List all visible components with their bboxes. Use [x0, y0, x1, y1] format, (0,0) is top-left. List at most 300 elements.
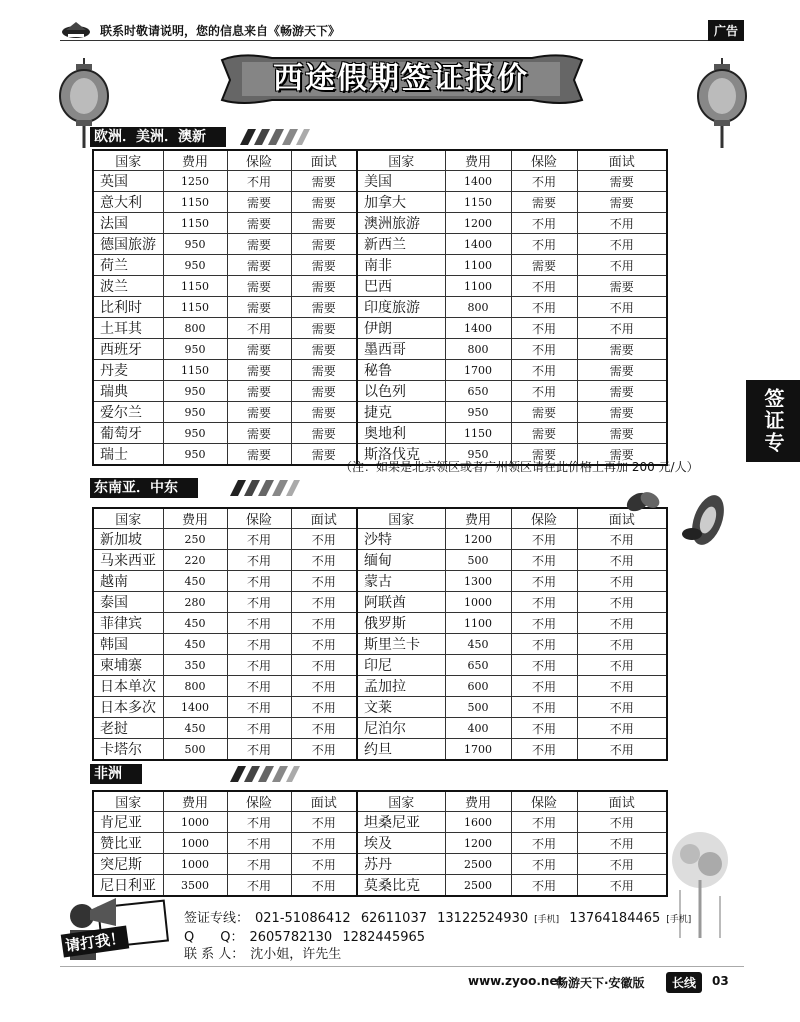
- country-cell: 加拿大: [357, 192, 445, 213]
- table-row: [93, 592, 667, 613]
- insurance-cell: 不用: [511, 297, 577, 318]
- fee-cell: 400: [445, 718, 511, 739]
- qq-row: [184, 929, 697, 946]
- interview-cell: 不用: [291, 571, 357, 592]
- interview-cell: 不用: [577, 318, 667, 339]
- column-header: 国家: [357, 791, 445, 812]
- insurance-cell: 不用: [227, 833, 291, 854]
- country-cell: 以色列: [357, 381, 445, 402]
- logo-icon: [60, 20, 92, 40]
- fee-cell: 1100: [445, 255, 511, 276]
- table-row: [93, 381, 667, 402]
- page-title: 西途假期签证报价: [273, 61, 529, 96]
- column-header: 保险: [511, 791, 577, 812]
- side-tab: 签证专线: [746, 380, 800, 462]
- country-cell: 沙特: [357, 529, 445, 550]
- insurance-cell: 不用: [511, 213, 577, 234]
- column-header: 国家: [357, 150, 445, 171]
- country-cell: 巴西: [357, 276, 445, 297]
- interview-cell: 需要: [291, 234, 357, 255]
- interview-cell: 不用: [577, 697, 667, 718]
- fee-cell: 450: [163, 613, 227, 634]
- insurance-cell: 不用: [511, 234, 577, 255]
- section-title: 非洲: [90, 764, 142, 784]
- fee-cell: 1150: [163, 192, 227, 213]
- insurance-cell: 需要: [227, 297, 291, 318]
- insurance-cell: 不用: [511, 360, 577, 381]
- country-cell: 肯尼亚: [93, 812, 163, 833]
- insurance-cell: 不用: [227, 739, 291, 761]
- column-header: 国家: [357, 508, 445, 529]
- interview-cell: 需要: [291, 297, 357, 318]
- country-cell: 日本多次: [93, 697, 163, 718]
- interview-cell: 不用: [577, 213, 667, 234]
- fee-cell: 250: [163, 529, 227, 550]
- interview-cell: 不用: [577, 529, 667, 550]
- insurance-cell: 需要: [227, 339, 291, 360]
- table-header-row: [93, 150, 667, 171]
- stripes-icon: [230, 766, 300, 782]
- fee-cell: 950: [445, 444, 511, 466]
- interview-cell: 不用: [577, 854, 667, 875]
- insurance-cell: 不用: [511, 676, 577, 697]
- table-row: [93, 739, 667, 761]
- fee-cell: 1400: [163, 697, 227, 718]
- insurance-cell: 不用: [511, 171, 577, 192]
- column-header: 面试: [291, 150, 357, 171]
- insurance-cell: 需要: [227, 234, 291, 255]
- visa-table-asia: [92, 507, 668, 761]
- interview-cell: 需要: [577, 360, 667, 381]
- country-cell: 捷克: [357, 402, 445, 423]
- interview-cell: 不用: [291, 592, 357, 613]
- table-row: [93, 297, 667, 318]
- interview-cell: 不用: [291, 854, 357, 875]
- column-header: 费用: [163, 508, 227, 529]
- fee-cell: 1150: [445, 423, 511, 444]
- fee-cell: 1250: [163, 171, 227, 192]
- country-cell: 德国旅游: [93, 234, 163, 255]
- table-row: [93, 339, 667, 360]
- interview-cell: 需要: [577, 444, 667, 466]
- fee-cell: 1000: [163, 854, 227, 875]
- column-header: 国家: [93, 508, 163, 529]
- footer-divider: [60, 966, 744, 967]
- insurance-cell: 需要: [227, 423, 291, 444]
- country-cell: 赞比亚: [93, 833, 163, 854]
- country-cell: 埃及: [357, 833, 445, 854]
- country-cell: 日本单次: [93, 676, 163, 697]
- country-cell: 葡萄牙: [93, 423, 163, 444]
- interview-cell: 不用: [291, 676, 357, 697]
- qq-number: 1282445965: [342, 930, 426, 945]
- table-row: [93, 812, 667, 833]
- qq-number: 2605782130: [249, 930, 333, 945]
- country-cell: 比利时: [93, 297, 163, 318]
- interview-cell: 不用: [291, 634, 357, 655]
- country-cell: 坦桑尼亚: [357, 812, 445, 833]
- country-cell: 尼泊尔: [357, 718, 445, 739]
- fee-cell: 950: [163, 402, 227, 423]
- country-cell: 意大利: [93, 192, 163, 213]
- table-row: [93, 255, 667, 276]
- country-cell: 苏丹: [357, 854, 445, 875]
- country-cell: 越南: [93, 571, 163, 592]
- interview-cell: 需要: [577, 171, 667, 192]
- country-cell: 约旦: [357, 739, 445, 761]
- footer-url[interactable]: www.zyoo.net: [468, 974, 564, 988]
- fee-cell: 1400: [445, 318, 511, 339]
- column-header: 面试: [577, 508, 667, 529]
- column-header: 费用: [445, 791, 511, 812]
- column-header: 保险: [511, 150, 577, 171]
- insurance-cell: 需要: [227, 255, 291, 276]
- insurance-cell: 需要: [227, 444, 291, 466]
- table-row: [93, 613, 667, 634]
- fee-cell: 800: [445, 339, 511, 360]
- insurance-cell: 不用: [227, 812, 291, 833]
- table-row: [93, 171, 667, 192]
- country-cell: 新加坡: [93, 529, 163, 550]
- insurance-cell: 需要: [227, 402, 291, 423]
- section-title: 欧洲．美洲．澳新: [90, 127, 226, 147]
- insurance-cell: 不用: [227, 718, 291, 739]
- visa-phone-label: 签证专线：: [184, 911, 250, 926]
- interview-cell: 不用: [577, 255, 667, 276]
- interview-cell: 需要: [291, 192, 357, 213]
- column-header: 费用: [445, 150, 511, 171]
- country-cell: 爱尔兰: [93, 402, 163, 423]
- price-note: （注：如果是北京领区或者广州领区请在此价格上再加 200 元/人）: [340, 460, 699, 474]
- insurance-cell: 不用: [227, 171, 291, 192]
- fee-cell: 950: [163, 339, 227, 360]
- interview-cell: 需要: [577, 402, 667, 423]
- interview-cell: 不用: [291, 812, 357, 833]
- table-row: [93, 571, 667, 592]
- interview-cell: 不用: [577, 739, 667, 761]
- table-row: [93, 276, 667, 297]
- table-row: [93, 402, 667, 423]
- country-cell: 卡塔尔: [93, 739, 163, 761]
- fee-cell: 450: [445, 634, 511, 655]
- fee-cell: 3500: [163, 875, 227, 897]
- interview-cell: 需要: [291, 402, 357, 423]
- insurance-cell: 需要: [511, 444, 577, 466]
- table-row: [93, 529, 667, 550]
- interview-cell: 不用: [291, 655, 357, 676]
- country-cell: 菲律宾: [93, 613, 163, 634]
- fee-cell: 450: [163, 634, 227, 655]
- table-row: [93, 423, 667, 444]
- fee-cell: 220: [163, 550, 227, 571]
- table-row: [93, 318, 667, 339]
- interview-cell: 需要: [291, 255, 357, 276]
- insurance-cell: 不用: [511, 276, 577, 297]
- fee-cell: 1700: [445, 739, 511, 761]
- country-cell: 秘鲁: [357, 360, 445, 381]
- call-me-label: 请打我！: [61, 926, 130, 958]
- insurance-cell: 不用: [511, 833, 577, 854]
- column-header: 面试: [291, 791, 357, 812]
- insurance-cell: 需要: [511, 423, 577, 444]
- interview-cell: 不用: [577, 676, 667, 697]
- insurance-cell: 不用: [227, 550, 291, 571]
- interview-cell: 需要: [291, 171, 357, 192]
- fee-cell: 1000: [445, 592, 511, 613]
- country-cell: 突尼斯: [93, 854, 163, 875]
- country-cell: 波兰: [93, 276, 163, 297]
- interview-cell: 需要: [291, 213, 357, 234]
- fee-cell: 1000: [163, 812, 227, 833]
- insurance-cell: 不用: [227, 634, 291, 655]
- fee-cell: 950: [163, 381, 227, 402]
- country-cell: 英国: [93, 171, 163, 192]
- country-cell: 瑞士: [93, 444, 163, 466]
- person-names: 沈小姐，许先生: [250, 947, 342, 962]
- country-cell: 尼日利亚: [93, 875, 163, 897]
- fee-cell: 1300: [445, 571, 511, 592]
- table-row: [93, 875, 667, 897]
- column-header: 费用: [163, 150, 227, 171]
- table-row: [93, 718, 667, 739]
- country-cell: 俄罗斯: [357, 613, 445, 634]
- column-header: 保险: [227, 508, 291, 529]
- interview-cell: 需要: [291, 444, 357, 466]
- column-header: 国家: [93, 150, 163, 171]
- interview-cell: 不用: [291, 739, 357, 761]
- insurance-cell: 需要: [511, 255, 577, 276]
- country-cell: 法国: [93, 213, 163, 234]
- interview-cell: 需要: [291, 381, 357, 402]
- interview-cell: 需要: [577, 423, 667, 444]
- insurance-cell: 不用: [511, 718, 577, 739]
- country-cell: 美国: [357, 171, 445, 192]
- country-cell: 荷兰: [93, 255, 163, 276]
- ad-badge: 广告: [708, 20, 744, 41]
- fee-cell: 1000: [163, 833, 227, 854]
- interview-cell: 不用: [577, 297, 667, 318]
- fee-cell: 2500: [445, 854, 511, 875]
- visa-table-europe: [92, 149, 668, 466]
- country-cell: 丹麦: [93, 360, 163, 381]
- interview-cell: 不用: [577, 718, 667, 739]
- interview-cell: 不用: [577, 550, 667, 571]
- visa-phone-row: [184, 910, 697, 929]
- fee-cell: 950: [163, 444, 227, 466]
- table-row: [93, 360, 667, 381]
- section-header-europe: [90, 127, 300, 147]
- insurance-cell: 不用: [511, 318, 577, 339]
- fee-cell: 1200: [445, 213, 511, 234]
- country-cell: 西班牙: [93, 339, 163, 360]
- interview-cell: 不用: [291, 875, 357, 897]
- fee-cell: 1150: [163, 360, 227, 381]
- country-cell: 韩国: [93, 634, 163, 655]
- interview-cell: 需要: [577, 276, 667, 297]
- interview-cell: 不用: [577, 571, 667, 592]
- phone-number: 62611037: [360, 911, 427, 926]
- footer-magazine: 畅游天下·安徽版: [556, 976, 645, 990]
- country-cell: 墨西哥: [357, 339, 445, 360]
- insurance-cell: 不用: [227, 571, 291, 592]
- fee-cell: 500: [445, 697, 511, 718]
- fee-cell: 1150: [163, 213, 227, 234]
- fee-cell: 650: [445, 381, 511, 402]
- insurance-cell: 需要: [227, 213, 291, 234]
- country-cell: 泰国: [93, 592, 163, 613]
- table-row: [93, 192, 667, 213]
- fee-cell: 950: [163, 255, 227, 276]
- column-header: 保险: [227, 150, 291, 171]
- person-row: [184, 946, 697, 963]
- insurance-cell: 不用: [227, 592, 291, 613]
- interview-cell: 需要: [291, 318, 357, 339]
- interview-cell: 不用: [291, 613, 357, 634]
- column-header: 面试: [291, 508, 357, 529]
- insurance-cell: 不用: [511, 634, 577, 655]
- qq-label: Q Q：: [184, 930, 244, 945]
- insurance-cell: 不用: [227, 318, 291, 339]
- interview-cell: 不用: [291, 550, 357, 571]
- fee-cell: 800: [445, 297, 511, 318]
- table-header-row: [93, 508, 667, 529]
- interview-cell: 需要: [291, 276, 357, 297]
- insurance-cell: 不用: [227, 676, 291, 697]
- interview-cell: 需要: [291, 339, 357, 360]
- insurance-cell: 不用: [511, 697, 577, 718]
- section-header-asia: [90, 478, 300, 498]
- fee-cell: 1100: [445, 613, 511, 634]
- interview-cell: 不用: [577, 655, 667, 676]
- fee-cell: 1600: [445, 812, 511, 833]
- column-header: 费用: [163, 791, 227, 812]
- insurance-cell: 不用: [511, 529, 577, 550]
- stripes-icon: [240, 129, 310, 145]
- page-number: 03: [712, 974, 729, 988]
- fee-cell: 1400: [445, 234, 511, 255]
- interview-cell: 不用: [291, 697, 357, 718]
- footer-section-tag: 长线: [666, 972, 702, 993]
- lantern-right-icon: [694, 58, 750, 148]
- fee-cell: 600: [445, 676, 511, 697]
- country-cell: 澳洲旅游: [357, 213, 445, 234]
- person-label: 联 系 人：: [184, 947, 245, 962]
- insurance-cell: 不用: [511, 613, 577, 634]
- mobile-mark: [手机]: [534, 915, 560, 925]
- fee-cell: 950: [163, 234, 227, 255]
- interview-cell: 不用: [577, 234, 667, 255]
- fee-cell: 950: [163, 423, 227, 444]
- insurance-cell: 不用: [511, 339, 577, 360]
- interview-cell: 需要: [291, 423, 357, 444]
- country-cell: 缅甸: [357, 550, 445, 571]
- section-title: 东南亚．中东: [90, 478, 198, 498]
- interview-cell: 需要: [577, 339, 667, 360]
- fee-cell: 2500: [445, 875, 511, 897]
- insurance-cell: 不用: [511, 655, 577, 676]
- country-cell: 南非: [357, 255, 445, 276]
- phone-number: 021-51086412: [255, 911, 351, 926]
- insurance-cell: 需要: [511, 402, 577, 423]
- country-cell: 阿联酋: [357, 592, 445, 613]
- country-cell: 柬埔寨: [93, 655, 163, 676]
- country-cell: 莫桑比克: [357, 875, 445, 897]
- country-cell: 印尼: [357, 655, 445, 676]
- column-header: 面试: [577, 791, 667, 812]
- insurance-cell: 不用: [511, 592, 577, 613]
- country-cell: 土耳其: [93, 318, 163, 339]
- interview-cell: 需要: [577, 192, 667, 213]
- table-row: [93, 676, 667, 697]
- fee-cell: 280: [163, 592, 227, 613]
- interview-cell: 不用: [577, 875, 667, 897]
- interview-cell: 不用: [291, 718, 357, 739]
- fee-cell: 1150: [163, 276, 227, 297]
- column-header: 国家: [93, 791, 163, 812]
- country-cell: 老挝: [93, 718, 163, 739]
- insurance-cell: 不用: [511, 875, 577, 897]
- country-cell: 新西兰: [357, 234, 445, 255]
- interview-cell: 不用: [291, 529, 357, 550]
- visa-table-africa: [92, 790, 668, 897]
- table-row: [93, 833, 667, 854]
- table-row: [93, 234, 667, 255]
- country-cell: 伊朗: [357, 318, 445, 339]
- interview-cell: 不用: [291, 833, 357, 854]
- call-me-graphic: [60, 896, 170, 962]
- table-header-row: [93, 791, 667, 812]
- interview-cell: 不用: [577, 613, 667, 634]
- insurance-cell: 不用: [511, 381, 577, 402]
- fee-cell: 500: [163, 739, 227, 761]
- fee-cell: 1400: [445, 171, 511, 192]
- source-notice: 联系时敬请说明，您的信息来自《畅游天下》: [100, 24, 341, 38]
- country-cell: 文莱: [357, 697, 445, 718]
- insurance-cell: 需要: [227, 381, 291, 402]
- insurance-cell: 不用: [227, 613, 291, 634]
- top-bar: [60, 22, 744, 41]
- column-header: 保险: [511, 508, 577, 529]
- fee-cell: 800: [163, 676, 227, 697]
- contact-block: [184, 910, 697, 963]
- fee-cell: 1100: [445, 276, 511, 297]
- insurance-cell: 不用: [511, 739, 577, 761]
- country-cell: 瑞典: [93, 381, 163, 402]
- fee-cell: 1150: [163, 297, 227, 318]
- table-row: [93, 697, 667, 718]
- insurance-cell: 需要: [227, 192, 291, 213]
- fee-cell: 450: [163, 718, 227, 739]
- country-cell: 孟加拉: [357, 676, 445, 697]
- fee-cell: 1200: [445, 833, 511, 854]
- table-row: [93, 634, 667, 655]
- column-header: 保险: [227, 791, 291, 812]
- stripes-icon: [230, 480, 300, 496]
- insurance-cell: 需要: [227, 276, 291, 297]
- fee-cell: 350: [163, 655, 227, 676]
- insurance-cell: 不用: [227, 655, 291, 676]
- country-cell: 奥地利: [357, 423, 445, 444]
- table-row: [93, 854, 667, 875]
- interview-cell: 需要: [577, 381, 667, 402]
- interview-cell: 需要: [291, 360, 357, 381]
- country-cell: 印度旅游: [357, 297, 445, 318]
- fee-cell: 450: [163, 571, 227, 592]
- country-cell: 蒙古: [357, 571, 445, 592]
- section-header-africa: [90, 764, 300, 784]
- table-row: [93, 550, 667, 571]
- fee-cell: 650: [445, 655, 511, 676]
